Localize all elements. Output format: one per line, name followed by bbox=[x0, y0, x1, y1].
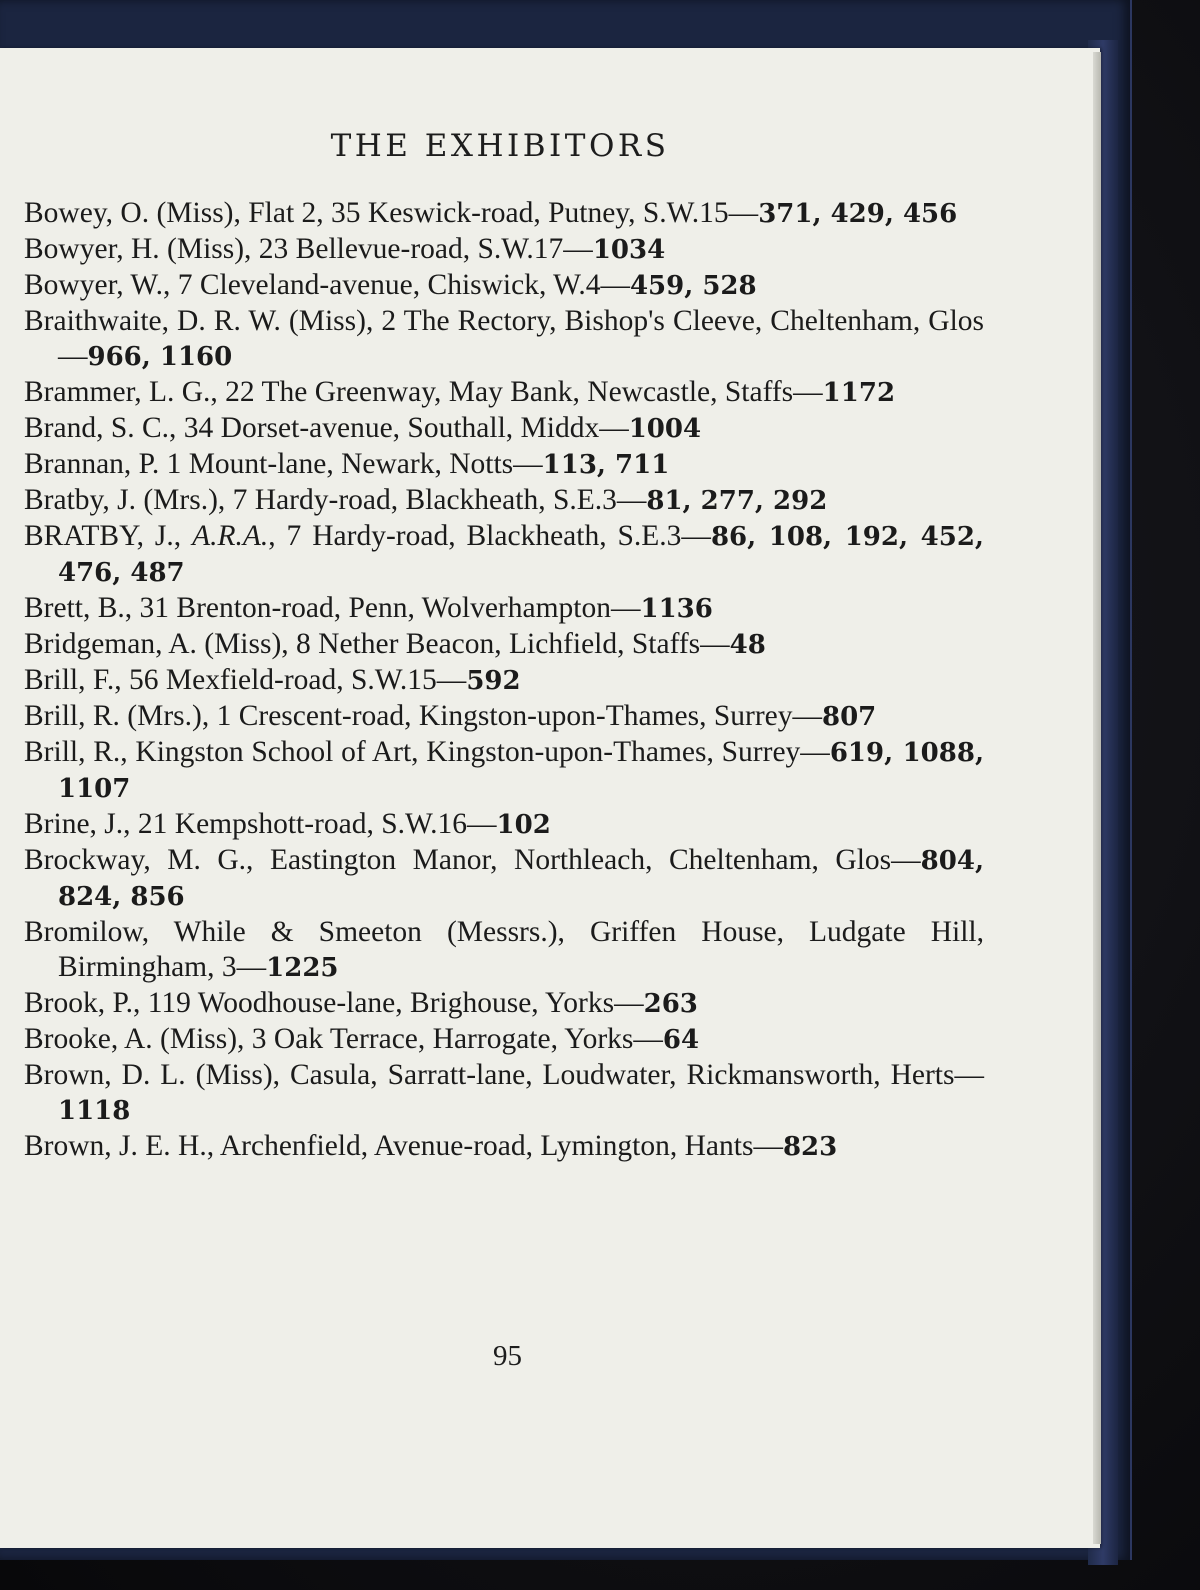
entry-text: Bowyer, W., 7 Cleveland-avenue, Chiswick, W.4— bbox=[24, 269, 630, 301]
exhibitor-entry bbox=[24, 447, 984, 483]
exhibitor-entry bbox=[24, 663, 984, 699]
entry-text: Bromilow, While & Smeeton (Messrs.), Griffen House, Ludgate Hill, Birmingham, 3— bbox=[24, 916, 984, 983]
entry-numbers: 371, 429, 456 bbox=[758, 199, 958, 229]
entry-numbers: 1034 bbox=[592, 235, 666, 265]
entry-numbers: 1225 bbox=[266, 953, 339, 983]
exhibitor-entry bbox=[24, 843, 984, 915]
page-edge bbox=[1093, 52, 1101, 1544]
entry-numbers: 263 bbox=[643, 989, 698, 1019]
exhibitor-entry bbox=[24, 232, 984, 268]
exhibitor-entry bbox=[24, 268, 984, 304]
entry-text: Bridgeman, A. (Miss), 8 Nether Beacon, Lichfield, Staffs— bbox=[24, 628, 730, 660]
entry-text: Brand, S. C., 34 Dorset-avenue, Southall, Middx— bbox=[24, 412, 629, 444]
entry-numbers: 113, 711 bbox=[542, 450, 670, 480]
exhibitor-entry bbox=[24, 1022, 984, 1058]
exhibitor-entry bbox=[24, 807, 984, 843]
entry-text: Brown, J. E. H., Archenfield, Avenue-road, Lymington, Hants— bbox=[24, 1130, 783, 1162]
exhibitor-list bbox=[24, 196, 984, 1165]
entry-text: Brill, R. (Mrs.), 1 Crescent-road, Kingston-upon-Thames, Surrey— bbox=[24, 700, 822, 732]
exhibitor-entry bbox=[24, 1129, 984, 1165]
exhibitor-entry bbox=[24, 627, 984, 663]
exhibitor-entry bbox=[24, 375, 984, 411]
exhibitor-entry-academician bbox=[24, 519, 984, 591]
entry-text: Brett, B., 31 Brenton-road, Penn, Wolverhampton— bbox=[24, 592, 641, 624]
entry-title-ara: A.R.A. bbox=[192, 520, 269, 552]
exhibitor-entry bbox=[24, 411, 984, 447]
entry-numbers: 1172 bbox=[822, 378, 896, 408]
entry-numbers: 807 bbox=[822, 702, 877, 732]
entry-numbers: 804, 824, 856 bbox=[58, 846, 984, 912]
exhibitor-entry bbox=[24, 915, 984, 986]
entry-text: Brine, J., 21 Kempshott-road, S.W.16— bbox=[24, 808, 497, 840]
entry-numbers: 823 bbox=[782, 1132, 838, 1162]
entry-numbers: 966, 1160 bbox=[87, 342, 233, 372]
entry-numbers: 81, 277, 292 bbox=[646, 486, 828, 516]
entry-numbers: 1004 bbox=[628, 414, 702, 444]
entry-text: Brook, P., 119 Woodhouse-lane, Brighouse, Yorks— bbox=[24, 987, 644, 1019]
entry-text: Brill, F., 56 Mexfield-road, S.W.15— bbox=[24, 664, 467, 696]
exhibitor-entry bbox=[24, 699, 984, 735]
entry-text: Brammer, L. G., 22 The Greenway, May Bank, Newcastle, Staffs— bbox=[24, 376, 823, 408]
entry-numbers: 102 bbox=[496, 810, 551, 840]
entry-numbers: 592 bbox=[466, 666, 521, 696]
entry-numbers: 86, 108, 192, 452, 476, 487 bbox=[58, 522, 984, 588]
exhibitor-entry bbox=[24, 196, 984, 232]
exhibitor-entry bbox=[24, 986, 984, 1022]
exhibitor-entry bbox=[24, 483, 984, 519]
entry-name: BRATBY, J., bbox=[24, 520, 193, 552]
entry-text: , 7 Hardy-road, Blackheath, S.E.3— bbox=[268, 520, 711, 552]
entry-numbers: 48 bbox=[729, 630, 766, 660]
exhibitor-entry bbox=[24, 1058, 984, 1129]
entry-numbers: 64 bbox=[662, 1025, 700, 1055]
entry-text: Braithwaite, D. R. W. (Miss), 2 The Rectory, Bishop's Cleeve, Cheltenham, Glos— bbox=[24, 305, 984, 372]
entry-text: Brockway, M. G., Eastington Manor, Northleach, Cheltenham, Glos— bbox=[24, 844, 921, 876]
entry-numbers: 459, 528 bbox=[629, 271, 757, 301]
entry-text: Bratby, J. (Mrs.), 7 Hardy-road, Blackheath, S.E.3— bbox=[24, 484, 647, 516]
entry-numbers: 1118 bbox=[58, 1096, 131, 1126]
exhibitor-entry bbox=[24, 304, 984, 375]
entry-text: Brooke, A. (Miss), 3 Oak Terrace, Harrogate, Yorks— bbox=[24, 1023, 663, 1055]
entry-text: Brill, R., Kingston School of Art, Kingston-upon-Thames, Surrey— bbox=[24, 736, 830, 768]
exhibitor-entry bbox=[24, 735, 984, 807]
entry-text: Bowey, O. (Miss), Flat 2, 35 Keswick-road, Putney, S.W.15— bbox=[24, 197, 759, 229]
page-number: 95 bbox=[493, 1340, 522, 1372]
entry-text: Bowyer, H. (Miss), 23 Bellevue-road, S.W.17— bbox=[24, 233, 593, 265]
running-head: THE EXHIBITORS bbox=[330, 128, 670, 164]
entry-text: Brown, D. L. (Miss), Casula, Sarratt-lane, Loudwater, Rickmansworth, Herts— bbox=[24, 1059, 984, 1091]
exhibitor-entry bbox=[24, 591, 984, 627]
entry-numbers: 619, 1088, 1107 bbox=[58, 738, 985, 804]
entry-numbers: 1136 bbox=[640, 594, 713, 624]
entry-text: Brannan, P. 1 Mount-lane, Newark, Notts— bbox=[24, 448, 543, 480]
